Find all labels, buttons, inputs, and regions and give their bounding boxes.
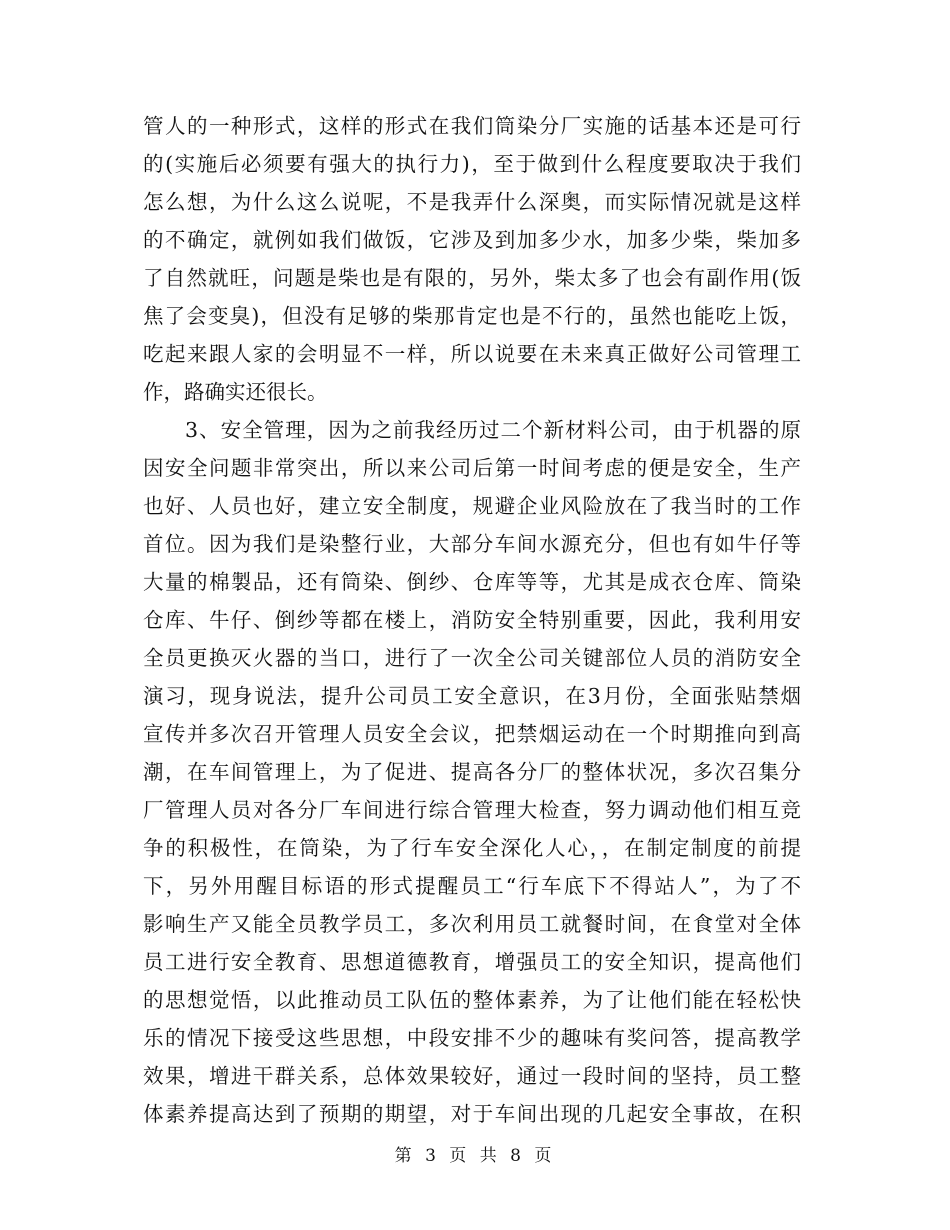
text-line: 效果，增进干群关系，总体效果较好，通过一段时间的坚持，员工整: [143, 1064, 801, 1088]
text-line: 员工进行安全教育、思想道德教育，增强员工的安全知识，提高他们: [143, 950, 801, 974]
text-line: 作，路确实还很长。: [143, 380, 328, 404]
page-number: 第 3 页 共 8 页: [394, 1146, 556, 1166]
text-line: 体素养提高达到了预期的期望，对于车间出现的几起安全事故，在积: [143, 1102, 801, 1126]
text-line: 的(实施后必须要有强大的执行力)，至于做到什么程度要取决于我们: [143, 152, 801, 176]
text-line: 演习，现身说法，提升公司员工安全意识，在3月份，全面张贴禁烟: [143, 684, 801, 708]
text-line: 的思想觉悟，以此推动员工队伍的整体素养，为了让他们能在轻松快: [143, 988, 801, 1012]
text-line: 了自然就旺，问题是柴也是有限的，另外，柴太多了也会有副作用(饭: [143, 266, 801, 290]
text-line: 吃起来跟人家的会明显不一样，所以说要在未来真正做好公司管理工: [143, 342, 801, 366]
text-line: 也好、人员也好，建立安全制度，规避企业风险放在了我当时的工作: [143, 494, 801, 518]
text-line: 争的积极性，在筒染，为了行车安全深化人心，，在制定制度的前提: [143, 836, 801, 860]
text-line: 焦了会变臭)，但没有足够的柴那肯定也是不行的，虽然也能吃上饭，: [143, 304, 801, 328]
text-line: 首位。因为我们是染整行业，大部分车间水源充分，但也有如牛仔等: [143, 532, 801, 556]
text-line: 大量的棉製品，还有筒染、倒纱、仓库等等，尤其是成衣仓库、筒染: [143, 570, 801, 594]
text-line: 下，另外用醒目标语的形式提醒员工“行车底下不得站人”，为了不: [143, 874, 801, 898]
text-line: 全员更换灭火器的当口，进行了一次全公司关键部位人员的消防安全: [143, 646, 801, 670]
text-line: 的不确定，就例如我们做饭，它涉及到加多少水，加多少柴，柴加多: [143, 228, 801, 252]
text-line: 仓库、牛仔、倒纱等都在楼上，消防安全特别重要，因此，我利用安: [143, 608, 801, 632]
text-line: 因安全问题非常突出，所以来公司后第一时间考虑的便是安全，生产: [143, 456, 801, 480]
text-line: 潮，在车间管理上，为了促进、提高各分厂的整体状况，多次召集分: [143, 760, 801, 784]
text-line: 宣传并多次召开管理人员安全会议，把禁烟运动在一个时期推向到高: [143, 722, 801, 746]
text-line: 影响生产又能全员教学员工，多次利用员工就餐时间，在食堂对全体: [143, 912, 801, 936]
text-line: 管人的一种形式，这样的形式在我们筒染分厂实施的话基本还是可行: [143, 114, 801, 138]
text-line: 怎么想，为什么这么说呢，不是我弄什么深奥，而实际情况就是这样: [143, 190, 801, 214]
text-line: 乐的情况下接受这些思想，中段安排不少的趣味有奖问答，提高教学: [143, 1026, 801, 1050]
text-line: 厂管理人员对各分厂车间进行综合管理大检查，努力调动他们相互竞: [143, 798, 801, 822]
text-line: 3、安全管理，因为之前我经历过二个新材料公司，由于机器的原: [185, 418, 801, 442]
